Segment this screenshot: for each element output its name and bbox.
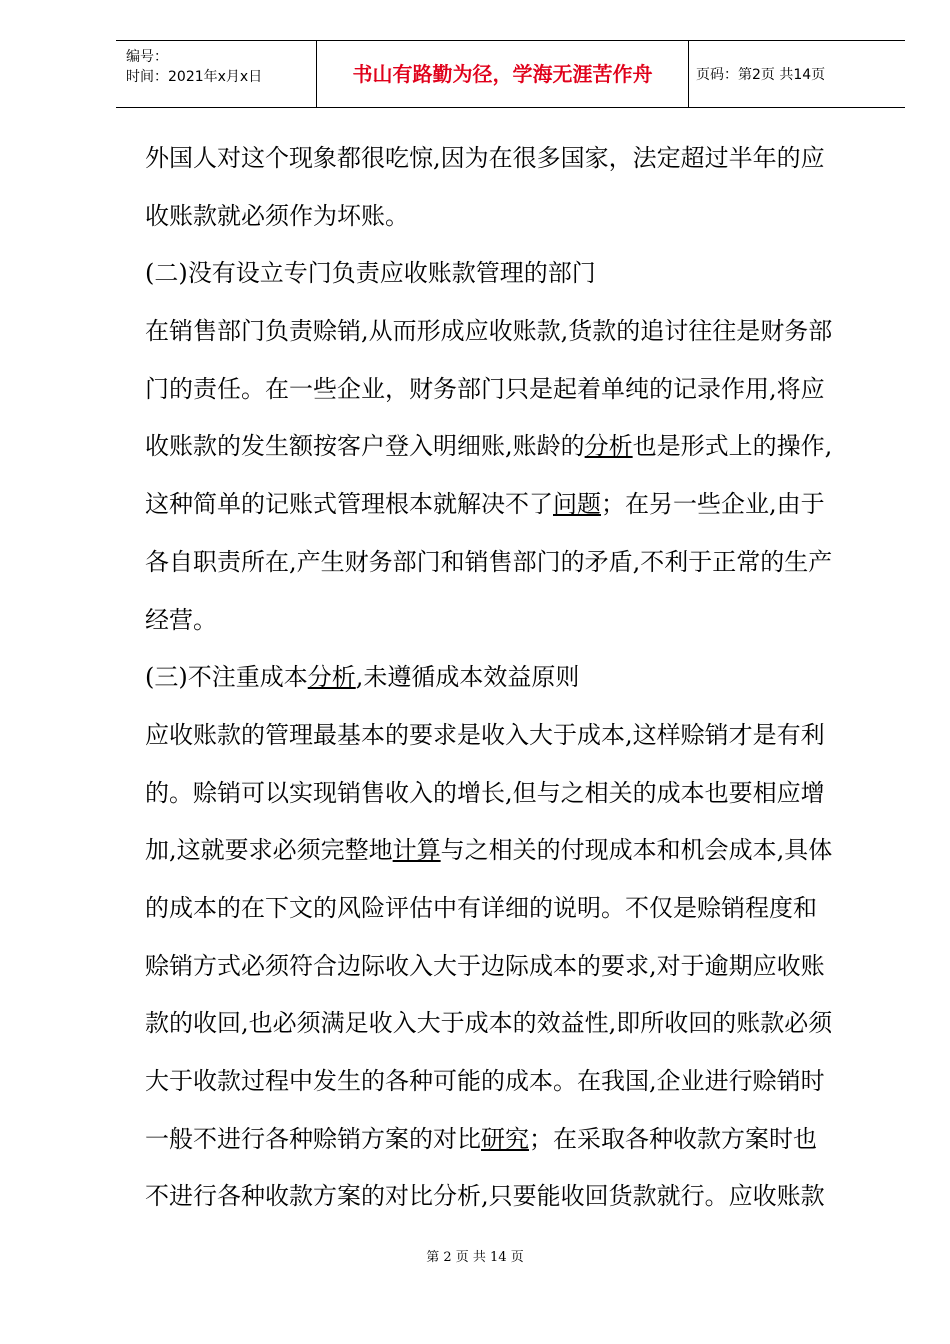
text-line bbox=[145, 476, 885, 534]
text-segment: (二)没有设立专门负责应收账款管理的部门 bbox=[145, 259, 596, 288]
text-line bbox=[145, 361, 885, 419]
text-line bbox=[145, 418, 885, 476]
underlined-term: 计算 bbox=[392, 836, 441, 865]
text-segment: 的。赊销可以实现销售收入的增长,但与之相关的成本也要相应增 bbox=[145, 778, 825, 807]
document-time-label: 时间：2021年x月x日 bbox=[126, 69, 263, 85]
header-motto: 书山有路勤为径，学海无涯苦作舟 bbox=[352, 62, 653, 86]
underlined-term: 研究 bbox=[481, 1124, 529, 1153]
text-line bbox=[145, 649, 885, 707]
text-segment: 款的收回,也必须满足收入大于成本的效益性,即所收回的账款必须 bbox=[145, 1009, 833, 1038]
text-segment: 赊销方式必须符合边际收入大于边际成本的要求,对于逾期应收账 bbox=[145, 951, 825, 980]
header-meta bbox=[126, 47, 262, 87]
underlined-term: 分析 bbox=[307, 663, 356, 692]
text-segment: 收账款的发生额按客户登入明细账,账龄的 bbox=[145, 432, 585, 461]
text-segment: ,未遵循成本效益原则 bbox=[355, 663, 580, 692]
text-segment: (三)不注重成本 bbox=[145, 663, 308, 692]
underlined-term: 问题 bbox=[553, 490, 601, 519]
text-line bbox=[145, 880, 885, 938]
text-segment: 也是形式上的操作, bbox=[632, 432, 833, 461]
header-page-info: 页码：第2页 共14页 bbox=[696, 67, 826, 83]
text-segment: 这种简单的记账式管理根本就解决不了 bbox=[145, 490, 553, 519]
underlined-term: 分析 bbox=[584, 432, 633, 461]
document-body bbox=[145, 130, 885, 1226]
text-line bbox=[145, 534, 885, 592]
text-line bbox=[145, 995, 885, 1053]
text-segment: ；在采取各种收款方案时也 bbox=[529, 1124, 817, 1153]
text-line bbox=[145, 1053, 885, 1111]
text-segment: 各自职责所在,产生财务部门和销售部门的矛盾,不利于正常的生产 bbox=[145, 547, 833, 576]
document-number-label: 编号： bbox=[126, 49, 168, 65]
text-line bbox=[145, 592, 885, 650]
text-segment: 与之相关的付现成本和机会成本,具体 bbox=[440, 836, 833, 865]
header-divider-right bbox=[688, 41, 689, 107]
text-line bbox=[145, 1168, 885, 1226]
text-segment: 的成本的在下文的风险评估中有详细的说明。不仅是赊销程度和 bbox=[145, 893, 817, 922]
text-line bbox=[145, 822, 885, 880]
text-line bbox=[145, 130, 885, 188]
text-line bbox=[145, 188, 885, 246]
text-line bbox=[145, 1111, 885, 1169]
text-segment: 收账款就必须作为坏账。 bbox=[145, 201, 409, 230]
text-segment: 一般不进行各种赊销方案的对比 bbox=[145, 1124, 481, 1153]
text-segment: 不进行各种收款方案的对比分析,只要能收回货款就行。应收账款 bbox=[145, 1182, 825, 1211]
text-line bbox=[145, 707, 885, 765]
text-line bbox=[145, 938, 885, 996]
text-segment: 经营。 bbox=[145, 605, 217, 634]
page-header bbox=[116, 40, 905, 108]
text-segment: 外国人对这个现象都很吃惊,因为在很多国家，法定超过半年的应 bbox=[145, 144, 825, 172]
text-line bbox=[145, 245, 885, 303]
text-line bbox=[145, 765, 885, 823]
text-segment: 大于收款过程中发生的各种可能的成本。在我国,企业进行赊销时 bbox=[145, 1067, 825, 1095]
text-segment: 在销售部门负责赊销,从而形成应收账款,货款的追讨往往是财务部 bbox=[145, 317, 833, 346]
text-segment: 加,这就要求必须完整地 bbox=[145, 836, 393, 865]
text-segment: 应收账款的管理最基本的要求是收入大于成本,这样赊销才是有利 bbox=[145, 720, 825, 749]
text-segment: 门的责任。在一些企业，财务部门只是起着单纯的记录作用,将应 bbox=[145, 374, 825, 403]
text-segment: ；在另一些企业,由于 bbox=[601, 490, 825, 519]
text-line bbox=[145, 303, 885, 361]
page-footer: 第 2 页 共 14 页 bbox=[426, 1250, 524, 1265]
